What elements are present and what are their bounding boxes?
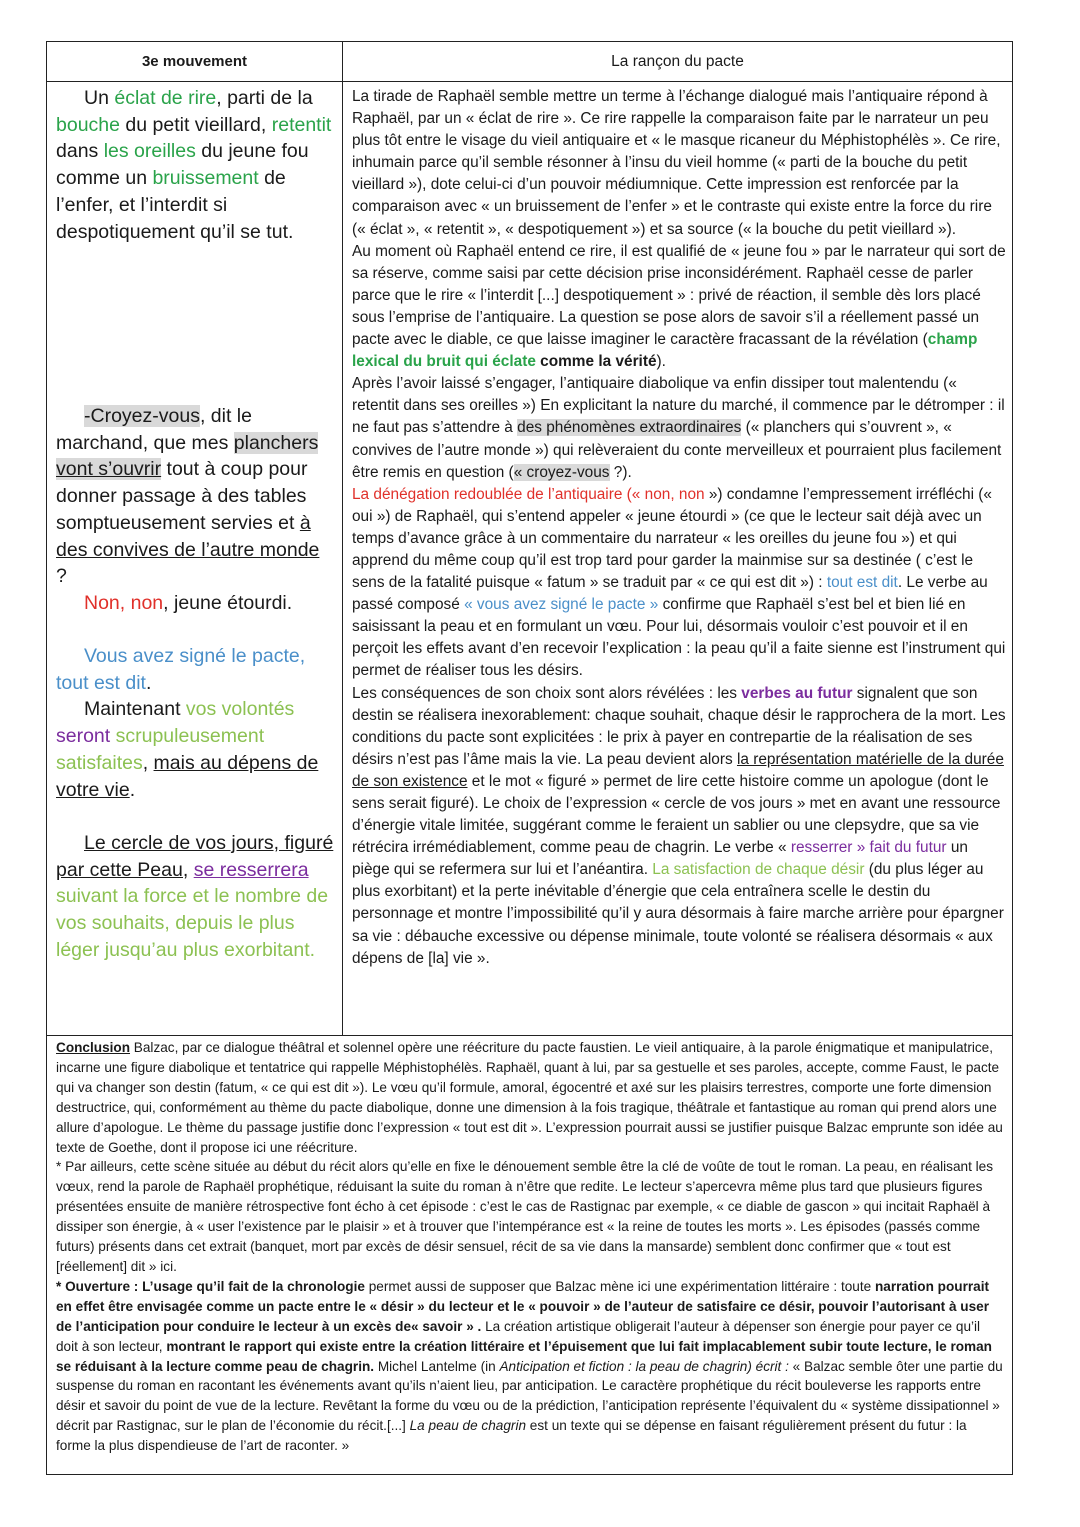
commentary-paragraph: La tirade de Raphaël semble mettre un terme à l’échange dialogué mais l’antiquaire répond à Raphaël, par un « éclat de rire ». Ce rire rappelle la comparaison faite par le narrateur un peu plus tôt entre le visage du vieil antiquaire et « le masque ricaneur du Méphistophélès ». Ce rire, inhumain parce qu’il semble résonner à l’insu du vieil homme (« parti de la bouche du petit vieillard »), dote celui-ci d’un pouvoir médiumnique. Cette impression est renforcée par la comparaison avec « un bruissement de l’enfer » et le contraste qui existe entre la force du rire (« éclat », « retentit », « despotiquement ») et sa source (« la bouche du petit vieillard »). bbox=[352, 88, 1001, 238]
conclusion-divider bbox=[47, 1035, 1012, 1036]
column-divider bbox=[342, 42, 343, 1035]
conclusion-paragraph: * Par ailleurs, cette scène située au début du récit alors qu’elle en fixe le dénouement semble être la clé de voûte de tout le roman. La peau, en réalisant les vœux, rend la parole de Raphaël prophétique, réduisant la suite du roman à n’être que redite. Le lecteur s’apercevra même plus tard que plusieurs figures présentées ensuite de manière rétrospective font écho à cet épisode : c’est le cas de Rastignac par exemple, « ce diable de gascon » qui incitait Raphaël à dissiper son énergie, à « user l’existence par le plaisir » et à trouver que l’intempérance est « la reine de toutes les morts ». Les épisodes (passés comme futurs) présents dans cet extrait (banquet, mort par excès de désir sensuel, récit de sa vie dans la mansarde) semblent donc confirmer que « tout est [réellement] dit » ici. bbox=[56, 1159, 994, 1274]
conclusion-heading: Conclusion bbox=[56, 1040, 131, 1055]
document-table bbox=[46, 41, 1013, 1475]
commentary-paragraph: Après l’avoir laissé s’engager, l’antiquaire diabolique va enfin dissiper tout malentendu (« retentit dans ses oreilles ») En explicitant la nature du marché, il commence par le détromper : il ne faut pas s’attendre à des phénomènes extraordinaires (« planchers qui s’ouvrent », « convives de l’autre monde ») qui relèveraient du conte merveilleux et pourraient plus facilement être remis en question (« croyez-vous ?). bbox=[352, 375, 1005, 481]
commentary-column bbox=[352, 86, 1007, 970]
quote-block-2: -Croyez-vous, dit le marchand, que mes planchers vont s’ouvrir tout à coup pour donner passage à des tables somptueusement servies et à des convives de l’autre monde ? Non, non, jeune étourdi. bbox=[56, 405, 320, 614]
column-header-analysis: La rançon du pacte bbox=[343, 42, 1012, 82]
conclusion-paragraph: Conclusion Balzac, par ce dialogue théâtral et solennel opère une réécriture du pacte faustien. Le vieil antiquaire, à la parole énigmatique et manipulatrice, incarne une figure diabolique et tentatrice qui rappelle Méphistophélès. Raphaël, quant à lui, par sa gestuelle et ses paroles, accepte, comme Faust, le pacte qui va changer son destin (fatum, « ce qui est dit »). Le vœu qu’il formule, amoral, égocentré et axé sur les plaisirs terrestres, comporte une forte dimension destructrice, qui, conformément au thème du pacte diabolique, donne une dimension à la fois tragique, théâtrale et fantastique au roman qui prend alors une allure d’apologue. Le thème du passage justifie donc l’expression « tout est dit ». L’expression pourrait aussi se justifier puisque Balzac emprunte son idée au texte de Goethe, dont il propose ici une réécriture. bbox=[56, 1040, 1003, 1155]
quote-block-1: Un éclat de rire, parti de la bouche du petit vieillard, retentit dans les oreilles du jeune fou comme un bruissement de l’enfer, et l’interdit si despotiquement qu’il se tut. bbox=[56, 87, 332, 243]
column-header-movement: 3e mouvement bbox=[47, 42, 343, 82]
quote-block-3: Vous avez signé le pacte, tout est dit. Maintenant vos volontés seront scrupuleusement satisfaites, mais au dépens de votre vie. bbox=[56, 645, 319, 801]
quote-block-4: Le cercle de vos jours, figuré par cette Peau, se resserrera suivant la force et le nombre de vos souhaits, depuis le plus léger jusqu’au plus exorbitant. bbox=[56, 832, 334, 961]
commentary-paragraph: La dénégation redoublée de l’antiquaire (« non, non ») condamne l’empressement irréfléchi (« oui ») de Raphaël, qui s’entend appeler « jeune étourdi » (ce que le lecteur sait déjà avec un temps d’avance grâce à un commentaire du narrateur « les oreilles du jeune fou ») et qui apprend du même coup qu’il est trop tard pour garder la mainmise sur sa destinée ( c’est le sens de la fatalité puisque « fatum » se traduit par « ce qui est dit ») : tout est dit. Le verbe au passé composé « vous avez signé le pacte » confirme que Raphaël s’est bel et bien lié en saisissant la peau et en formulant un vœu. Pour lui, désormais vouloir c’est pouvoir et il en perçoit les effets avant d’en recevoir l’explication : la peau qu’il a faite sienne est l’instrument qui permet de réaliser tous les désirs. bbox=[352, 485, 1006, 680]
conclusion-section bbox=[56, 1038, 1003, 1456]
commentary-paragraph: Au moment où Raphaël entend ce rire, il est qualifié de « jeune fou » par le narrateur qui sort de sa réserve, comme saisi par cette décision prise inconsidérément. Raphaël cesse de parler parce que le rire « l’interdit [...] despotiquement » : privé de réaction, il semble dès lors placé sous l’emprise de l’antiquaire. La question se pose alors de savoir s’il a réellement passé un pacte avec le diable, ce que laisse imaginer le caractère fracassant de la révélation (champ lexical du bruit qui éclate comme la vérité). bbox=[352, 242, 1006, 371]
opening-paragraph: * Ouverture : L’usage qu’il fait de la chronologie permet aussi de supposer que Balzac mène ici une expérimentation littéraire : toute narration pourrait en effet être envisagée comme un pacte entre le « désir » du lecteur et le « pouvoir » de l’auteur de satisfaire ce désir, pouvoir l’autorisant à user de l’anticipation pour conduire le lecteur à un excès de« savoir » . La création artistique obligerait l’auteur à dépenser son énergie pour payer ce qu’il doit à son lecteur, montrant le rapport qui existe entre la création littéraire et l’épuisement que lui fait implacablement subir toute lecture, le roman se réduisant à la lecture comme peau de chagrin. Michel Lantelme (in Anticipation et fiction : la peau de chagrin) écrit : « Balzac semble ôter une partie du suspense du roman en racontant les événements avant qu’ils n’aient lieu, par anticipation. Le caractère prophétique du récit bouleverse les rapports entre désir et savoir du point de vue de la lecture. Revêtant la forme du vœu ou de la prédiction, l’anticipation représente l’équivalent du « système dissipationnel » décrit par Rastignac, sur le plan de l’économie du récit.[...] La peau de chagrin est un texte qui se dépense en faisant régulièrement présent du futur : la forme la plus dispendieuse de l’art de raconter. » bbox=[56, 1278, 1003, 1454]
commentary-paragraph: Les conséquences de son choix sont alors révélées : les verbes au futur signalent que son destin se réalisera inexorablement: chaque souhait, chaque désir le rapprochera de la mort. Les conditions du pacte sont explicitées : le prix à payer en contrepartie de la réalisation de ses désirs n’est pas l’âme mais la vie. La peau devient alors la représentation matérielle de la durée de son existence et le mot « figuré » permet de lire cette histoire comme un apologue (dont le sens serait figuré). Le choix de l’expression « cercle de vos jours » met en avant une ressource d’énergie vitale limitée, suggérant comme le feraient un sablier ou une clepsydre, que sa vie rétrécira irrémédiablement, comme peau de chagrin. Le verbe « resserrer » fait du futur un piège qui se refermera sur lui et l’anéantira. La satisfaction de chaque désir (du plus léger au plus exorbitant) et la perte inévitable d’énergie que cela entraînera scelle le destin du personnage et montre l’impossibilité qu’il y aura désormais à faire marche arrière pour épargner sa vie : débauche excessive ou dépense minimale, toute volonté se réalisera désormais « aux dépens de [la] vie ». bbox=[352, 684, 1006, 967]
